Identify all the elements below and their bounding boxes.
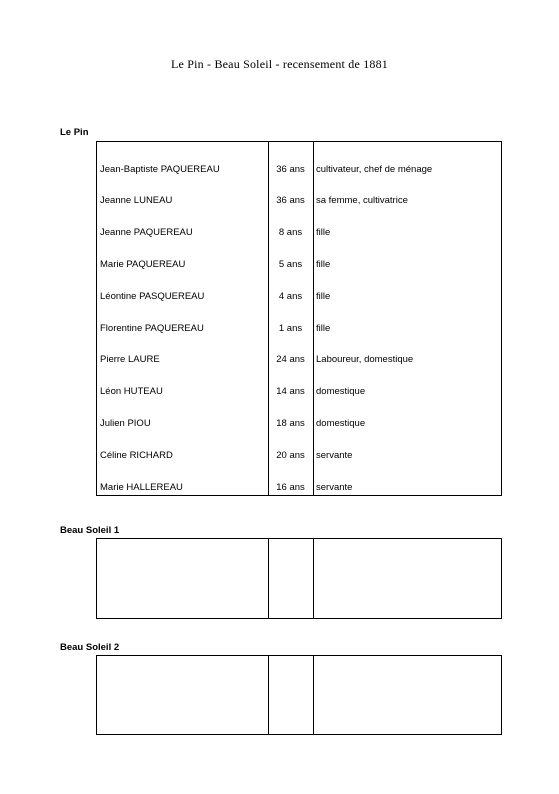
section-label-le-pin: Le Pin bbox=[60, 127, 89, 138]
person-age: 24 ans bbox=[276, 354, 305, 365]
person-age: 20 ans bbox=[276, 450, 305, 461]
person-age: 14 ans bbox=[276, 386, 305, 397]
column-divider bbox=[268, 539, 269, 618]
person-role: domestique bbox=[316, 418, 366, 429]
census-table-beau-soleil-1 bbox=[96, 538, 502, 619]
person-age: 18 ans bbox=[276, 418, 305, 429]
person-age: 4 ans bbox=[278, 291, 303, 302]
census-table-le-pin bbox=[96, 141, 502, 496]
person-name: Florentine PAQUEREAU bbox=[100, 323, 204, 334]
person-role: fille bbox=[316, 291, 331, 302]
person-name: Pierre LAURE bbox=[100, 354, 160, 365]
person-name: Céline RICHARD bbox=[100, 450, 173, 461]
person-role: domestique bbox=[316, 386, 366, 397]
table-row bbox=[97, 226, 501, 240]
person-name: Léon HUTEAU bbox=[100, 386, 163, 397]
person-name: Julien PIOU bbox=[100, 418, 151, 429]
person-role: Laboureur, domestique bbox=[316, 354, 414, 365]
person-role: fille bbox=[316, 259, 331, 270]
table-row bbox=[97, 258, 501, 272]
person-name: Jeanne LUNEAU bbox=[100, 195, 173, 206]
table-row bbox=[97, 194, 501, 208]
table-row bbox=[97, 290, 501, 304]
census-table-beau-soleil-2 bbox=[96, 655, 502, 735]
column-divider bbox=[313, 539, 314, 618]
person-role: sa femme, cultivatrice bbox=[316, 195, 408, 206]
person-role: fille bbox=[316, 323, 331, 334]
person-name: Jean-Baptiste PAQUEREAU bbox=[100, 164, 220, 175]
section-label-beau-soleil-1: Beau Soleil 1 bbox=[60, 525, 120, 536]
page-title: Le Pin - Beau Soleil - recensement de 1881 bbox=[170, 57, 388, 71]
person-role: servante bbox=[316, 482, 353, 493]
person-name: Jeanne PAQUEREAU bbox=[100, 227, 193, 238]
table-row bbox=[97, 353, 501, 367]
person-age: 1 ans bbox=[278, 323, 303, 334]
person-age: 5 ans bbox=[278, 259, 303, 270]
table-row bbox=[97, 163, 501, 177]
person-role: servante bbox=[316, 450, 353, 461]
table-row bbox=[97, 385, 501, 399]
person-name: Léontine PASQUEREAU bbox=[100, 291, 205, 302]
person-role: cultivateur, chef de ménage bbox=[316, 164, 433, 175]
table-row bbox=[97, 481, 501, 495]
person-age: 36 ans bbox=[276, 195, 305, 206]
section-label-beau-soleil-2: Beau Soleil 2 bbox=[60, 642, 120, 653]
person-age: 16 ans bbox=[276, 482, 305, 493]
person-name: Marie HALLEREAU bbox=[100, 482, 183, 493]
person-role: fille bbox=[316, 227, 331, 238]
person-name: Marie PAQUEREAU bbox=[100, 259, 186, 270]
table-row bbox=[97, 322, 501, 336]
column-divider bbox=[268, 656, 269, 734]
person-age: 36 ans bbox=[276, 164, 305, 175]
column-divider bbox=[313, 656, 314, 734]
table-row bbox=[97, 417, 501, 431]
table-row bbox=[97, 449, 501, 463]
person-age: 8 ans bbox=[278, 227, 303, 238]
